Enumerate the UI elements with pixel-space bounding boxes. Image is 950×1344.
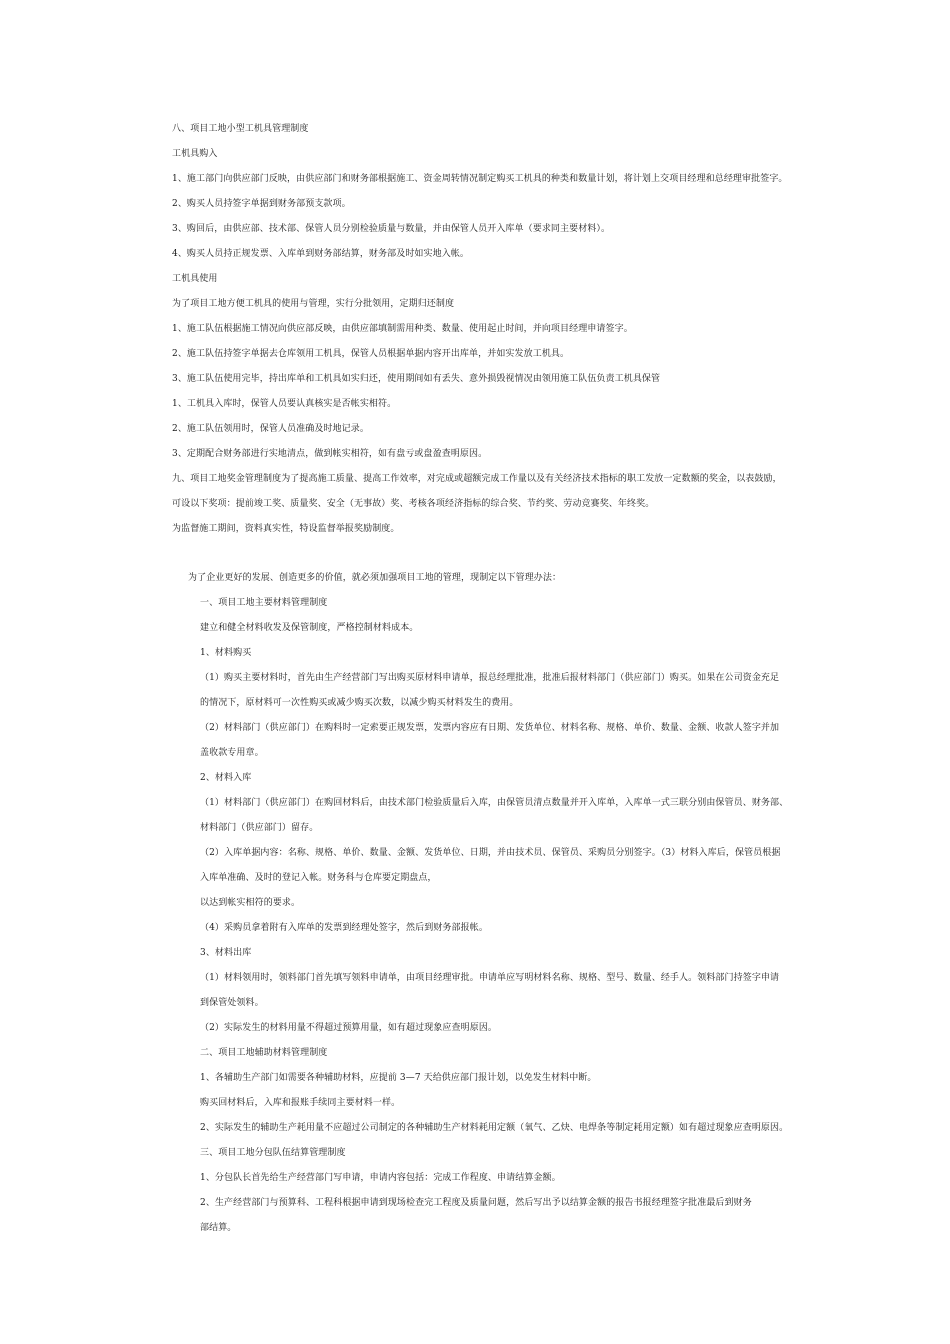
paragraph: 2、生产经营部门与预算科、工程科根据申请到现场检查完工程度及质量问题，然后写出予以结算金额的报告书报经理签字批准最后到财务 xyxy=(200,1198,752,1208)
subheading-tools-purchase: 工机具购入 xyxy=(172,149,218,159)
subheading-tools-usage: 工机具使用 xyxy=(172,274,218,284)
paragraph: 2、实际发生的辅助生产耗用量不应超过公司制定的各种辅助生产材料耗用定额（氧气、乙炔、电焊条等制定耗用定额）如有超过现象应查明原因。 xyxy=(200,1123,789,1133)
paragraph: 1、各辅助生产部门如需要各种辅助材料，应提前 3—7 天给供应部门报计划，以免发生材料中断。 xyxy=(200,1073,597,1083)
intro-paragraph: 为了企业更好的发展、创造更多的价值，就必须加强项目工地的管理，现制定以下管理办法： xyxy=(188,573,562,583)
paragraph: 2、购买人员持签字单据到财务部预支款项。 xyxy=(172,199,351,209)
heading-auxiliary-materials: 二、项目工地辅助材料管理制度 xyxy=(200,1048,328,1058)
paragraph: （1）材料领用时，领料部门首先填写领料申请单，由项目经理审批。申请单应写明材料名称、规格、型号、数量、经手人。领料部门持签字申请 xyxy=(200,973,780,983)
paragraph: （1）材料部门（供应部门）在购回材料后，由技术部门检验质量后入库，由保管员清点数量并开入库单，入库单一式三联分别由保管员、财务部、 xyxy=(200,798,789,808)
paragraph: 3、购回后，由供应部、技术部、保管人员分别检验质量与数量，并由保管人员开入库单（要求同主要材料）。 xyxy=(172,224,611,234)
paragraph: 入库单准确、及时的登记入帐。财务科与仓库要定期盘点， xyxy=(200,873,437,883)
paragraph: 3、定期配合财务部进行实地清点，做到帐实相符，如有盘亏或盘盈查明原因。 xyxy=(172,449,488,459)
subheading-material-storage: 2、材料入库 xyxy=(200,773,252,783)
paragraph: 到保管处领料。 xyxy=(200,998,264,1008)
paragraph: 4、购买人员持正规发票、入库单到财务部结算，财务部及时如实地入帐。 xyxy=(172,249,470,259)
paragraph: 3、施工队伍使用完毕，持出库单和工机具如实归还，使用期间如有丢失、意外损毁视情况由领用施工队伍负责工机具保管 xyxy=(172,374,661,384)
heading-bonus-management: 九、项目工地奖金管理制度为了提高施工质量、提高工作效率，对完成或超额完成工作量以及有关经济技术指标的职工发放一定数额的奖金，以表鼓励， xyxy=(172,474,782,484)
paragraph: （2）材料部门（供应部门）在购料时一定索要正规发票，发票内容应有日期、发货单位、材料名称、规格、单价、数量、金额、收款人签字并加 xyxy=(200,723,780,733)
paragraph: （4）采购员拿着附有入库单的发票到经理处签字，然后到财务部报帐。 xyxy=(200,923,488,933)
paragraph: 1、分包队长首先给生产经营部门写申请，申请内容包括：完成工作程度、申请结算金额。 xyxy=(200,1173,561,1183)
paragraph: 2、施工队伍领用时，保管人员准确及时地记录。 xyxy=(172,424,369,434)
paragraph: （2）实际发生的材料用量不得超过预算用量，如有超过现象应查明原因。 xyxy=(200,1023,498,1033)
heading-subcontractor-settlement: 三、项目工地分包队伍结算管理制度 xyxy=(200,1148,346,1158)
paragraph: 为监督施工期间，资料真实性，特设监督举报奖励制度。 xyxy=(172,524,400,534)
paragraph: 建立和健全材料收发及保管制度，严格控制材料成本。 xyxy=(200,623,419,633)
paragraph: 以达到帐实相符的要求。 xyxy=(200,898,301,908)
paragraph: （2）入库单据内容：名称、规格、单价、数量、金额、发货单位、日期，并由技术员、保管员、采购员分别签字。（3）材料入库后，保管员根据 xyxy=(200,848,781,858)
paragraph: 的情况下，原材料可一次性购买或减少购买次数，以减少购买材料发生的费用。 xyxy=(200,698,519,708)
paragraph: 1、施工队伍根据施工情况向供应部反映，由供应部填制需用种类、数量、使用起止时间，并向项目经理申请签字。 xyxy=(172,324,633,334)
paragraph: 1、施工部门向供应部门反映，由供应部门和财务部根据施工、资金周转情况制定购买工机具的种类和数量计划，将计划上交项目经理和总经理审批签字。 xyxy=(172,174,788,184)
paragraph: （1）购买主要材料时，首先由生产经营部门写出购买原材料申请单，报总经理批准，批准后报材料部门（供应部门）购买。如果在公司资金充足 xyxy=(200,673,780,683)
paragraph: 盖收款专用章。 xyxy=(200,748,264,758)
paragraph: 1、工机具入库时，保管人员要认真核实是否帐实相符。 xyxy=(172,399,397,409)
paragraph: 为了项目工地方便工机具的使用与管理，实行分批领用，定期归还制度 xyxy=(172,299,455,309)
paragraph: 2、施工队伍持签字单据去仓库领用工机具，保管人员根据单据内容开出库单，并如实发放工机具。 xyxy=(172,349,570,359)
subheading-material-purchase: 1、材料购买 xyxy=(200,648,252,658)
paragraph: 部结算。 xyxy=(200,1223,237,1233)
subheading-material-issue: 3、材料出库 xyxy=(200,948,252,958)
paragraph: 可设以下奖项：提前竣工奖、质量奖、安全（无事故）奖、考核各项经济指标的综合奖、节约奖、劳动竞赛奖、年终奖。 xyxy=(172,499,655,509)
heading-main-materials: 一、项目工地主要材料管理制度 xyxy=(200,598,328,608)
heading-tools-management: 八、项目工地小型工机具管理制度 xyxy=(172,124,309,134)
paragraph: 材料部门（供应部门）留存。 xyxy=(200,823,319,833)
paragraph: 购买回材料后，入库和报账手续同主要材料一样。 xyxy=(200,1098,401,1108)
